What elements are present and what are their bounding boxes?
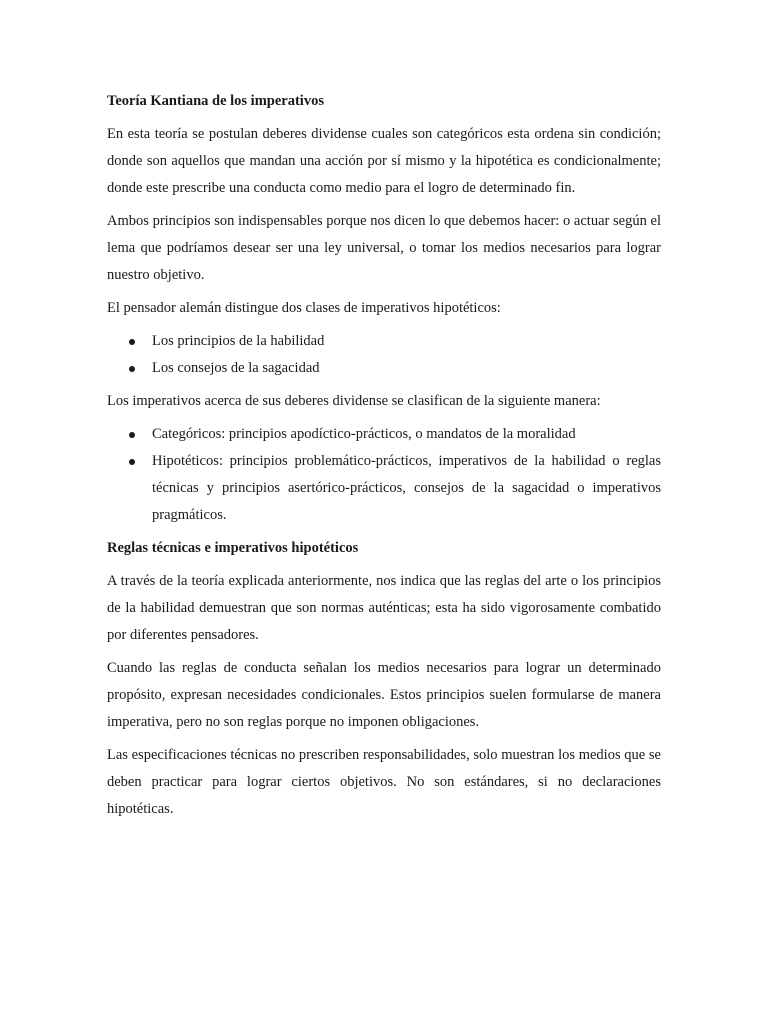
paragraph-hypothetical-classes: El pensador alemán distingue dos clases de imperativos hipotéticos:	[107, 300, 501, 316]
list-item	[107, 421, 661, 448]
bullet-icon	[129, 432, 135, 438]
bullet-icon	[129, 366, 135, 372]
document-page	[107, 88, 661, 829]
paragraph-principles: Ambos principios son indispensables porque nos dicen lo que debemos hacer: o actuar según el lema que podríamos desear ser una ley universal, o tomar los medios necesarios para lograr nuestro objetivo.	[107, 213, 661, 283]
bullet-icon	[129, 339, 135, 345]
list-item	[107, 328, 661, 355]
bullet-list-hypothetical	[107, 328, 661, 382]
bullet-icon	[129, 459, 135, 465]
section-heading-technical-rules: Reglas técnicas e imperativos hipotéticos	[107, 540, 359, 556]
list-item	[107, 448, 661, 529]
section-heading-kant: Teoría Kantiana de los imperativos	[107, 93, 324, 109]
bullet-list-imperatives	[107, 421, 661, 529]
list-item-text: Los consejos de la sagacidad	[152, 360, 320, 376]
list-item-text: Hipotéticos: principios problemático-prácticos, imperativos de la habilidad o reglas técnicas y principios asertórico-prácticos, consejos de la sagacidad o imperativos pragmáticos.	[152, 453, 661, 523]
paragraph-theory-explained: A través de la teoría explicada anteriormente, nos indica que las reglas del arte o los principios de la habilidad demuestran que son normas auténticas; esta ha sido vigorosamente combatido por diferentes pensadores.	[107, 573, 661, 643]
paragraph-intro: En esta teoría se postulan deberes dividense cuales son categóricos esta ordena sin condición; donde son aquellos que mandan una acción por sí mismo y la hipotética es condicionalmente; donde este prescribe una conducta como medio para el logro de determinado fin.	[107, 126, 661, 196]
paragraph-classification: Los imperativos acerca de sus deberes dividense se clasifican de la siguiente manera:	[107, 393, 601, 409]
list-item	[107, 355, 661, 382]
list-item-text: Categóricos: principios apodíctico-prácticos, o mandatos de la moralidad	[152, 426, 576, 442]
paragraph-conduct-rules: Cuando las reglas de conducta señalan los medios necesarios para lograr un determinado propósito, expresan necesidades condicionales. Estos principios suelen formularse de manera imperativa, pero no son reglas porque no imponen obligaciones.	[107, 660, 661, 730]
paragraph-technical-specs: Las especificaciones técnicas no prescriben responsabilidades, solo muestran los medios que se deben practicar para lograr ciertos objetivos. No son estándares, si no declaraciones hipotéticas.	[107, 747, 661, 817]
list-item-text: Los principios de la habilidad	[152, 333, 325, 349]
